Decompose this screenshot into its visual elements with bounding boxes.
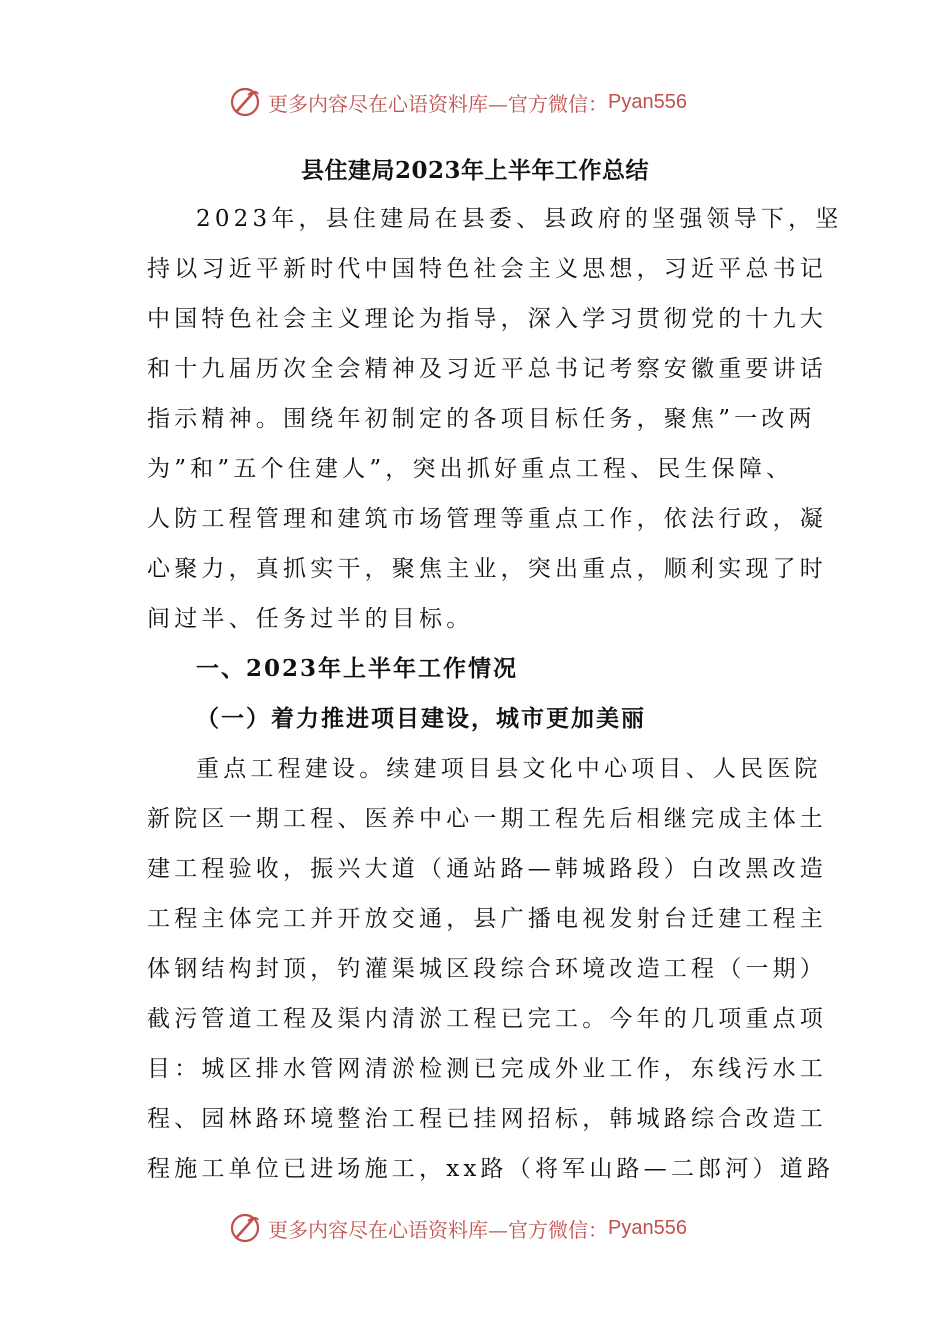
paragraph-line: 新院区一期工程、医养中心一期工程先后相继完成主体土 — [147, 806, 827, 832]
paragraph-line: 程、园林路环境整治工程已挂网招标，韩城路综合改造工 — [147, 1106, 827, 1132]
subsection-heading: （一）着力推进项目建设，城市更加美丽 — [196, 705, 646, 732]
paragraph-line: 重点工程建设。续建项目县文化中心项目、人民医院 — [196, 756, 822, 782]
paragraph-line: 目：城区排水管网清淤检测已完成外业工作，东线污水工 — [147, 1056, 827, 1082]
watermark-banner-bottom — [228, 1208, 748, 1248]
paragraph-line: 持以习近平新时代中国特色社会主义思想，习近平总书记 — [147, 256, 827, 282]
pen-logo-icon — [228, 85, 262, 119]
paragraph-line: 间过半、任务过半的目标。 — [147, 606, 474, 632]
watermark-wechat-id: Pyan556 — [608, 90, 687, 113]
watermark-banner-top — [228, 82, 748, 122]
section-heading: 一、2023年上半年工作情况 — [196, 655, 519, 682]
watermark-wechat-id: Pyan556 — [608, 1216, 687, 1239]
paragraph-line: 工程主体完工并开放交通，县广播电视发射台迁建工程主 — [147, 906, 827, 932]
paragraph-line: 体钢结构封顶，钓灌渠城区段综合环境改造工程（一期） — [147, 956, 827, 982]
pen-logo-icon — [228, 1211, 262, 1245]
paragraph-line: 和十九届历次全会精神及习近平总书记考察安徽重要讲话 — [147, 356, 827, 382]
watermark-text: 更多内容尽在心语资料库—官方微信： — [268, 91, 608, 116]
paragraph-line: 中国特色社会主义理论为指导，深入学习贯彻党的十九大 — [147, 306, 827, 332]
paragraph-line: 心聚力，真抓实干，聚焦主业，突出重点，顺利实现了时 — [147, 556, 827, 582]
paragraph-line: 为”和”五个住建人”，突出抓好重点工程、民生保障、 — [147, 456, 794, 482]
document-title: 县住建局2023年上半年工作总结 — [300, 157, 649, 184]
watermark-text: 更多内容尽在心语资料库—官方微信： — [268, 1217, 608, 1242]
paragraph-line: 截污管道工程及渠内清淤工程已完工。今年的几项重点项 — [147, 1006, 827, 1032]
paragraph-line: 程施工单位已进场施工，xx路（将军山路—二郎河）道路 — [147, 1156, 835, 1182]
paragraph-line: 2023年，县住建局在县委、县政府的坚强领导下，坚 — [196, 206, 843, 232]
paragraph-line: 建工程验收，振兴大道（通站路—韩城路段）白改黑改造 — [147, 856, 827, 882]
paragraph-line: 指示精神。围绕年初制定的各项目标任务，聚焦”一改两 — [147, 406, 816, 432]
paragraph-line: 人防工程管理和建筑市场管理等重点工作，依法行政，凝 — [147, 506, 827, 532]
